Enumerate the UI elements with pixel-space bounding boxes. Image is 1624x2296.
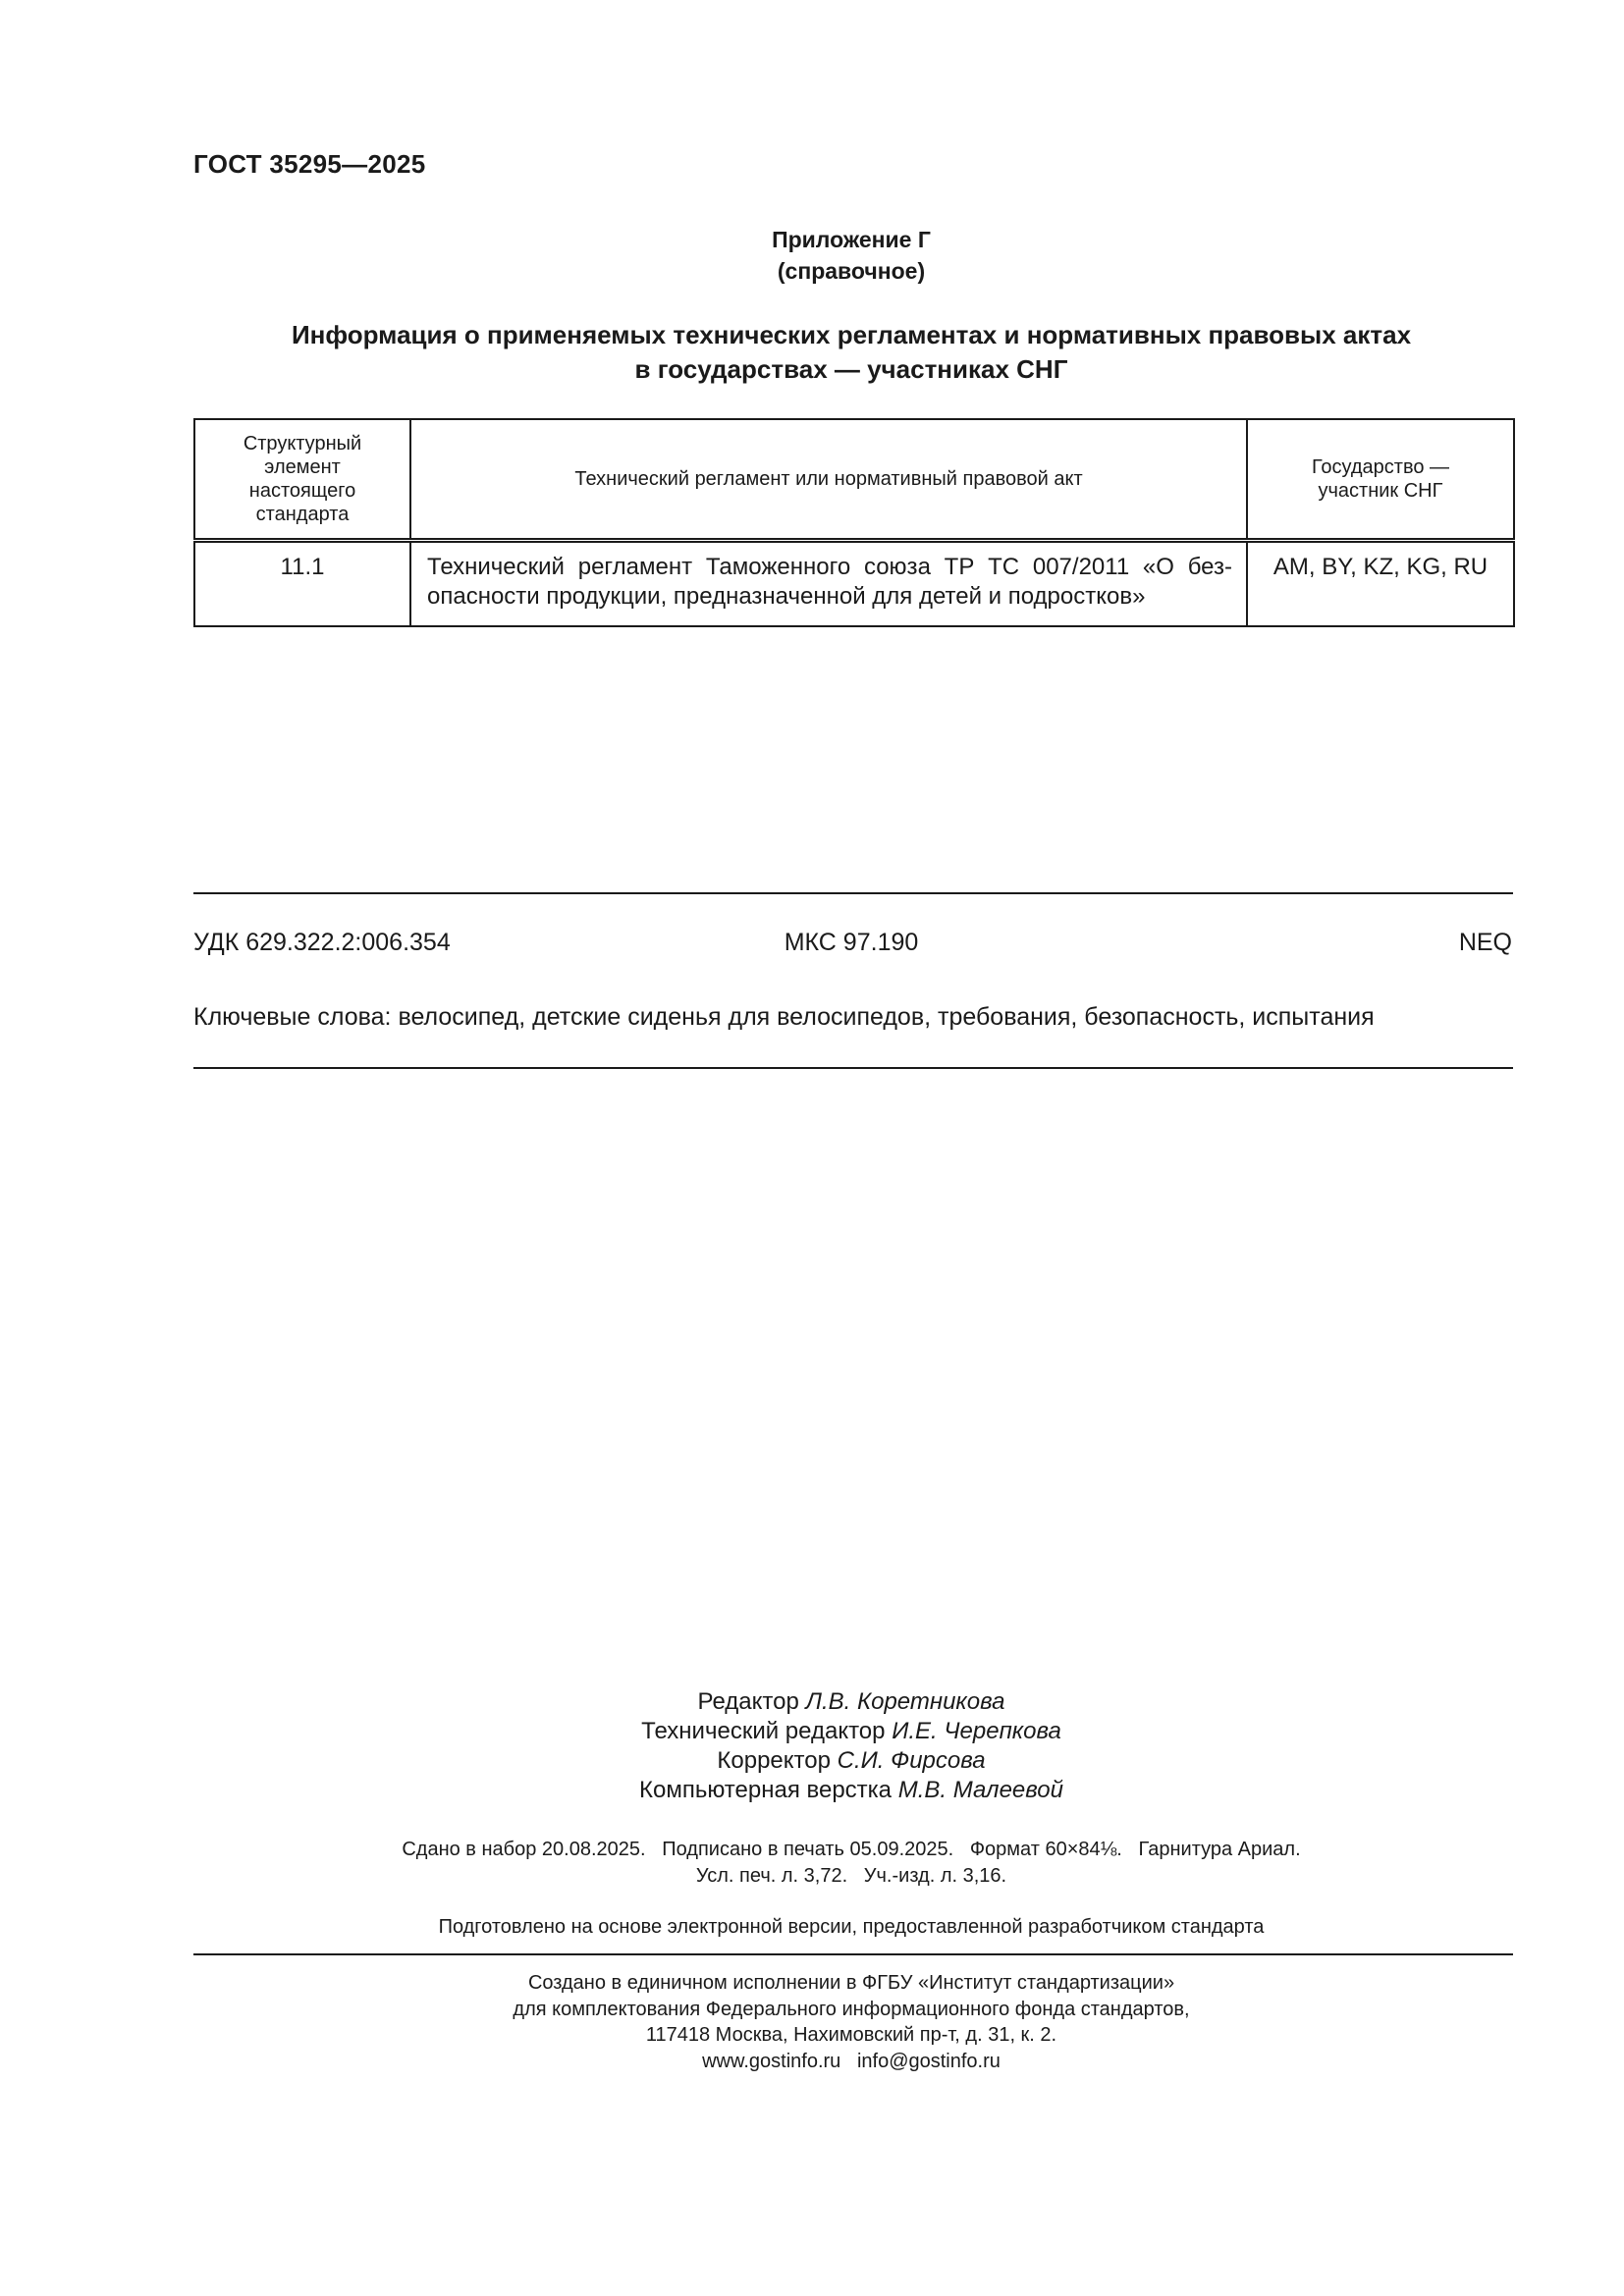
credit-corrector-name: С.И. Фирсова bbox=[837, 1747, 986, 1774]
regulations-table bbox=[193, 418, 1515, 627]
annex-heading-line-1: Информация о применяемых технических регламентах и нормативных правовых актах bbox=[291, 320, 1412, 349]
cell-regulation-line: Технический регламент Таможенного союза ТР ТС 007/2011 «О без- bbox=[427, 554, 1232, 580]
document-code: ГОСТ 35295—2025 bbox=[193, 149, 426, 179]
annex-heading-line-2: в государствах — участниках СНГ bbox=[634, 354, 1068, 384]
credit-corrector bbox=[0, 1747, 1624, 1775]
header-state bbox=[1247, 419, 1514, 541]
credit-tech-editor bbox=[0, 1718, 1624, 1745]
credit-editor bbox=[0, 1688, 1624, 1716]
annex-type: (справочное) bbox=[777, 258, 926, 284]
prepared-note: Подготовлено на основе электронной версии, предоставленной разработчиком стандарта bbox=[438, 1916, 1265, 1938]
cell-states: AM, BY, KZ, KG, RU bbox=[1247, 541, 1514, 627]
credit-layout-name: М.В. Малеевой bbox=[897, 1777, 1063, 1803]
udk-code: УДК 629.322.2:006.354 bbox=[193, 929, 451, 956]
header-col1-line: элемент bbox=[264, 456, 341, 478]
credit-layout bbox=[0, 1777, 1624, 1804]
header-col1-line: настоящего bbox=[248, 480, 356, 502]
credit-layout-label: Компьютерная верстка bbox=[639, 1777, 893, 1803]
credit-tech-editor-name: И.Е. Черепкова bbox=[892, 1718, 1061, 1744]
header-col3-line: участник СНГ bbox=[1318, 480, 1443, 502]
annex-title: Приложение Г bbox=[772, 227, 931, 252]
divider-middle bbox=[193, 1067, 1513, 1069]
cell-regulation bbox=[410, 541, 1247, 627]
footer-line-4: www.gostinfo.ru info@gostinfo.ru bbox=[702, 2051, 1001, 2072]
table-row bbox=[194, 541, 1514, 627]
footer-line-3: 117418 Москва, Нахимовский пр-т, д. 31, к. 2. bbox=[645, 2024, 1057, 2046]
credit-tech-editor-label: Технический редактор bbox=[641, 1718, 886, 1744]
cell-regulation-line: опасности продукции, предназначенной для детей и подростков» bbox=[427, 583, 1146, 610]
print-info-line-2: Усл. печ. л. 3,72. Уч.-изд. л. 3,16. bbox=[695, 1865, 1007, 1887]
divider-bottom bbox=[193, 1953, 1513, 1955]
footer-line-2: для комплектования Федерального информационного фонда стандартов, bbox=[513, 1999, 1190, 2020]
credit-editor-name: Л.В. Коретникова bbox=[805, 1688, 1005, 1715]
credit-editor-label: Редактор bbox=[697, 1688, 799, 1715]
header-structural-element bbox=[194, 419, 410, 541]
divider-top bbox=[193, 892, 1513, 894]
footer-line-1: Создано в единичном исполнении в ФГБУ «Институт стандартизации» bbox=[527, 1972, 1175, 1994]
keywords: Ключевые слова: велосипед, детские сиденья для велосипедов, требования, безопасность, испытания bbox=[193, 1003, 1375, 1031]
table-header-row bbox=[194, 419, 1514, 541]
mks-code: МКС 97.190 bbox=[784, 929, 919, 956]
header-col1-line: Структурный bbox=[243, 433, 362, 454]
credit-corrector-label: Корректор bbox=[717, 1747, 831, 1774]
header-col1-line: стандарта bbox=[255, 504, 350, 525]
print-info-line-1: Сдано в набор 20.08.2025. Подписано в печать 05.09.2025. Формат 60×84⅛. Гарнитура Ариал. bbox=[402, 1839, 1301, 1860]
header-col3-line: Государство — bbox=[1311, 456, 1450, 478]
cell-structural-element: 11.1 bbox=[194, 541, 410, 627]
equivalence-code: NEQ bbox=[1458, 929, 1512, 956]
header-regulation: Технический регламент или нормативный правовой акт bbox=[410, 419, 1247, 541]
